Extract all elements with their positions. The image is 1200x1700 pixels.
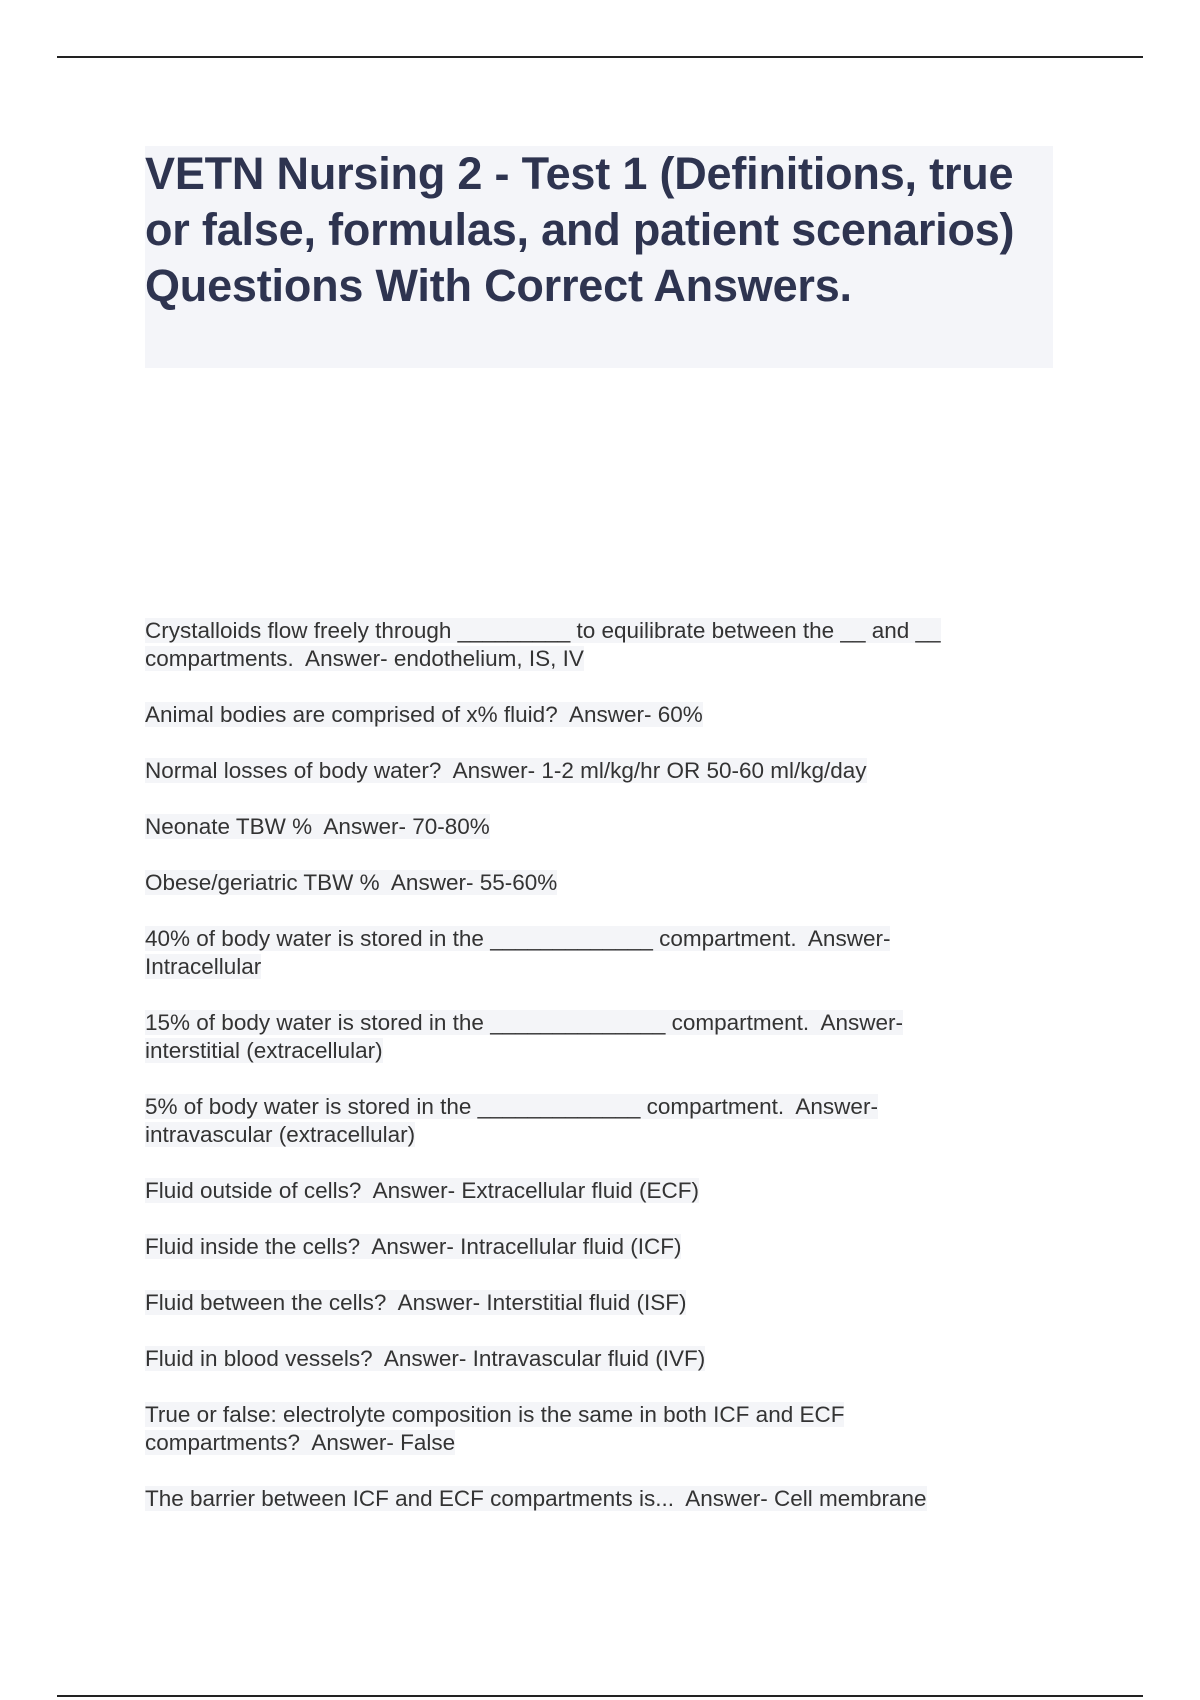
- qa-item: [145, 1401, 1075, 1457]
- top-divider: [57, 56, 1143, 58]
- qa-item: [145, 925, 1075, 981]
- qa-question-line: Crystalloids flow freely through _________ to equilibrate between the __ and __: [145, 618, 941, 643]
- qa-item: [145, 869, 1075, 897]
- qa-question-line: 15% of body water is stored in the ______________ compartment. Answer-: [145, 1010, 903, 1035]
- qa-item: [145, 757, 1075, 785]
- title-block: [145, 146, 1053, 368]
- qa-answer-line: compartments. Answer- endothelium, IS, IV: [145, 646, 584, 671]
- qa-answer-line: interstitial (extracellular): [145, 1038, 383, 1063]
- qa-question-line: Obese/geriatric TBW % Answer- 55-60%: [145, 870, 558, 895]
- qa-question-line: 5% of body water is stored in the _____________ compartment. Answer-: [145, 1094, 878, 1119]
- qa-item: [145, 1009, 1075, 1065]
- qa-item: [145, 1289, 1075, 1317]
- qa-answer-line: Intracellular: [145, 954, 262, 979]
- qa-question-line: The barrier between ICF and ECF compartments is... Answer- Cell membrane: [145, 1486, 927, 1511]
- qa-item: [145, 1093, 1075, 1149]
- qa-question-line: Normal losses of body water? Answer- 1-2 ml/kg/hr OR 50-60 ml/kg/day: [145, 758, 867, 783]
- qa-item: [145, 701, 1075, 729]
- qa-question-line: True or false: electrolyte composition is the same in both ICF and ECF: [145, 1402, 845, 1427]
- qa-question-line: Fluid inside the cells? Answer- Intracellular fluid (ICF): [145, 1234, 682, 1259]
- qa-question-line: Fluid in blood vessels? Answer- Intravascular fluid (IVF): [145, 1346, 706, 1371]
- qa-item: [145, 1485, 1075, 1513]
- qa-question-line: Fluid between the cells? Answer- Interstitial fluid (ISF): [145, 1290, 687, 1315]
- qa-list: [145, 617, 1075, 1541]
- qa-question-line: 40% of body water is stored in the _____________ compartment. Answer-: [145, 926, 891, 951]
- qa-item: [145, 617, 1075, 673]
- qa-item: [145, 1233, 1075, 1261]
- qa-question-line: Animal bodies are comprised of x% fluid? Answer- 60%: [145, 702, 703, 727]
- qa-answer-line: intravascular (extracellular): [145, 1122, 416, 1147]
- qa-item: [145, 813, 1075, 841]
- qa-question-line: Neonate TBW % Answer- 70-80%: [145, 814, 490, 839]
- qa-question-line: Fluid outside of cells? Answer- Extracellular fluid (ECF): [145, 1178, 699, 1203]
- qa-item: [145, 1177, 1075, 1205]
- qa-answer-line: compartments? Answer- False: [145, 1430, 456, 1455]
- document-title: VETN Nursing 2 - Test 1 (Definitions, true or false, formulas, and patient scenarios) Questions With Correct Answers.: [145, 148, 1015, 311]
- bottom-divider: [57, 1695, 1143, 1697]
- qa-item: [145, 1345, 1075, 1373]
